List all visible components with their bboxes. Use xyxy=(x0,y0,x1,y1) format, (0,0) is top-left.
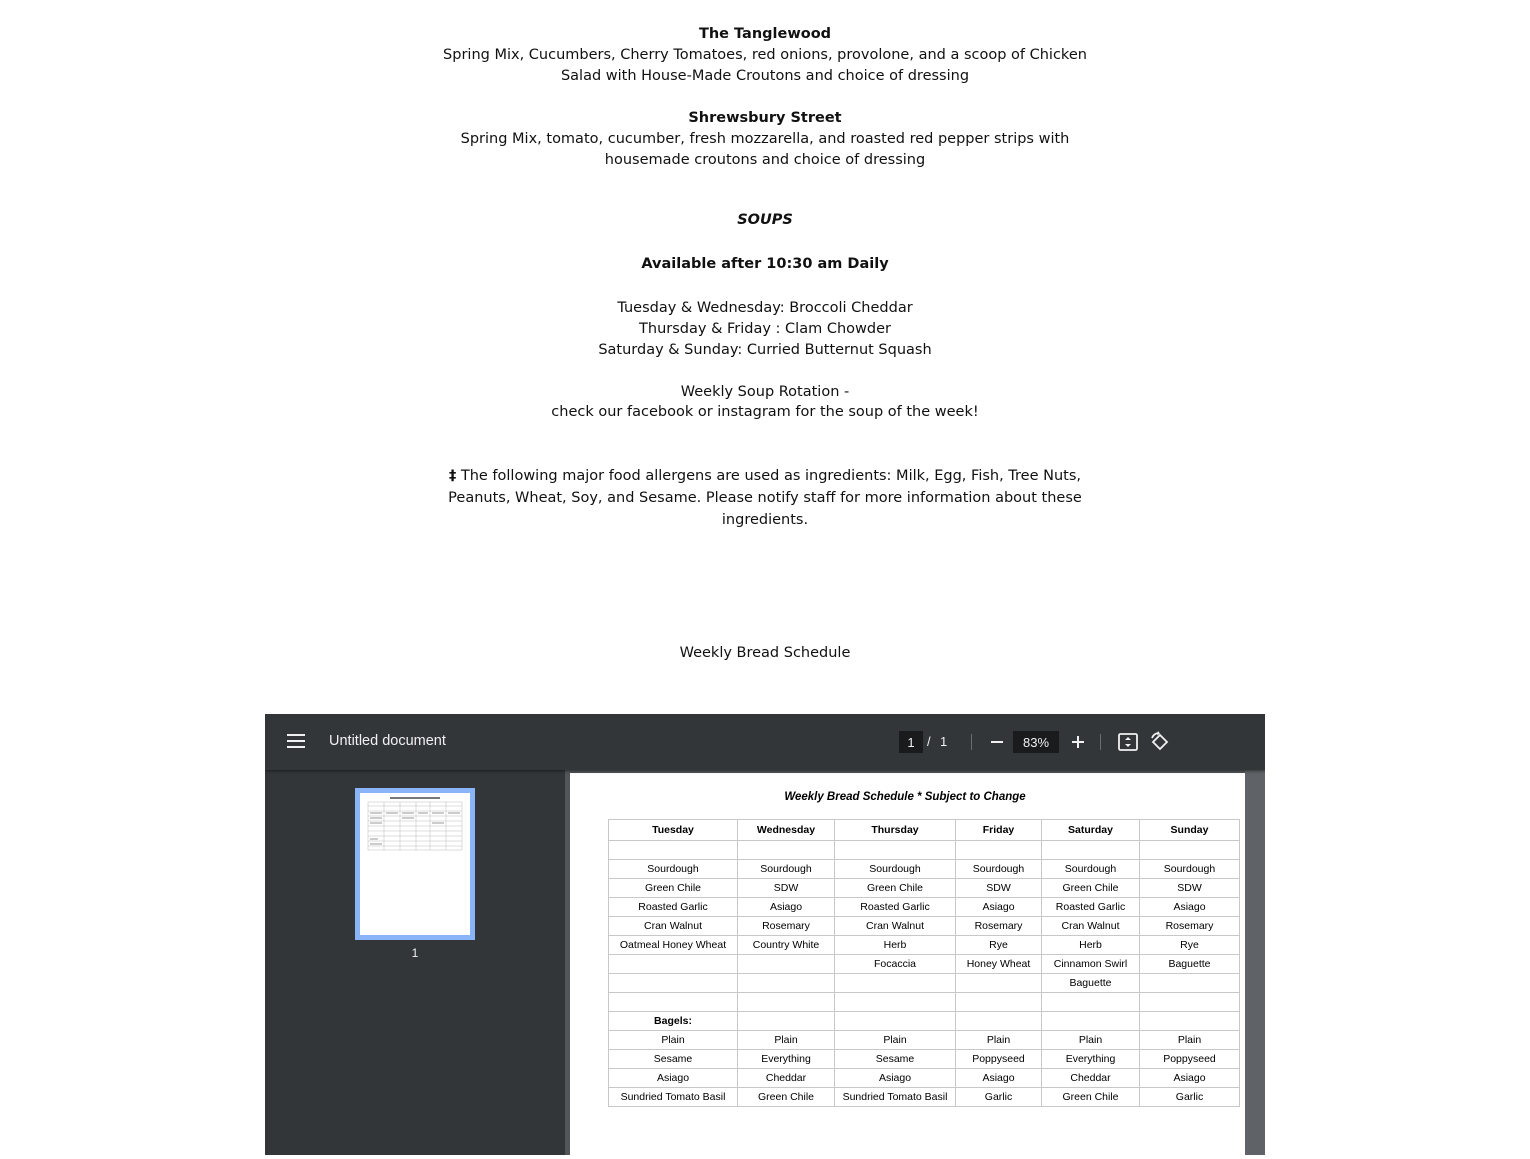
table-cell: Garlic xyxy=(1140,1088,1240,1107)
salad-shrewsbury xyxy=(0,108,1530,171)
item-description: Spring Mix, tomato, cucumber, fresh mozzarella, and roasted red pepper strips with housemade croutons and choice of dressing xyxy=(460,131,1070,168)
table-cell: Cheddar xyxy=(1042,1069,1140,1088)
table-cell: Cran Walnut xyxy=(835,917,956,936)
table-row xyxy=(609,1031,1240,1050)
table-cell xyxy=(956,1012,1042,1031)
thumbnail-page-number: 1 xyxy=(411,946,419,960)
thumbnail-sidebar xyxy=(265,770,565,1155)
table-cell: Asiago xyxy=(609,1069,738,1088)
table-cell xyxy=(609,955,738,974)
table-cell: Baguette xyxy=(1140,955,1240,974)
table-row xyxy=(609,860,1240,879)
thumbnail-preview xyxy=(360,793,470,935)
table-cell: Cran Walnut xyxy=(609,917,738,936)
table-cell xyxy=(738,955,835,974)
table-cell: Everything xyxy=(738,1050,835,1069)
table-cell: Plain xyxy=(1042,1031,1140,1050)
table-cell: Herb xyxy=(1042,936,1140,955)
table-cell: Honey Wheat xyxy=(956,955,1042,974)
table-cell xyxy=(738,993,835,1012)
salad-tanglewood xyxy=(0,24,1530,87)
table-cell: Herb xyxy=(835,936,956,955)
table-cell: Poppyseed xyxy=(956,1050,1042,1069)
table-row xyxy=(609,1012,1240,1031)
table-cell xyxy=(835,1012,956,1031)
table-cell: Rosemary xyxy=(956,917,1042,936)
soups-title: SOUPS xyxy=(737,212,793,228)
table-cell: Everything xyxy=(1042,1050,1140,1069)
table-cell: Sourdough xyxy=(835,860,956,879)
table-cell: Sesame xyxy=(835,1050,956,1069)
table-cell: Green Chile xyxy=(835,879,956,898)
table-cell xyxy=(835,993,956,1012)
table-cell: Asiago xyxy=(956,898,1042,917)
table-cell: Plain xyxy=(835,1031,956,1050)
table-cell: Green Chile xyxy=(609,879,738,898)
table-cell: Green Chile xyxy=(1042,1088,1140,1107)
item-name: The Tanglewood xyxy=(698,26,832,42)
table-cell: Rye xyxy=(1140,936,1240,955)
table-cell: SDW xyxy=(1140,879,1240,898)
zoom-level-input[interactable] xyxy=(1013,731,1059,753)
page-separator: / xyxy=(927,734,931,749)
table-cell: Cheddar xyxy=(738,1069,835,1088)
table-cell xyxy=(956,993,1042,1012)
table-cell xyxy=(738,841,835,860)
item-description: Spring Mix, Cucumbers, Cherry Tomatoes, red onions, provolone, and a scoop of Chicken Salad with House-Made Croutons and choice of dressing xyxy=(443,47,1087,84)
table-cell: Sundried Tomato Basil xyxy=(835,1088,956,1107)
table-cell: Sourdough xyxy=(956,860,1042,879)
table-row xyxy=(609,993,1240,1012)
bread-schedule-heading: Weekly Bread Schedule xyxy=(679,645,851,661)
allergen-notice xyxy=(0,465,1530,531)
item-name: Shrewsbury Street xyxy=(688,110,842,126)
table-cell: Asiago xyxy=(738,898,835,917)
column-header: Tuesday xyxy=(609,820,738,841)
soup-rotation-line: check our facebook or instagram for the soup of the week! xyxy=(551,404,979,420)
document-title: Untitled document xyxy=(329,733,446,749)
table-cell xyxy=(956,841,1042,860)
minus-icon[interactable] xyxy=(985,730,1009,754)
page-number-input[interactable] xyxy=(899,731,923,753)
table-cell xyxy=(1140,1012,1240,1031)
table-cell xyxy=(1140,974,1240,993)
table-cell: Asiago xyxy=(835,1069,956,1088)
column-header: Saturday xyxy=(1042,820,1140,841)
table-cell: Cran Walnut xyxy=(1042,917,1140,936)
table-cell: Sourdough xyxy=(609,860,738,879)
table-cell: SDW xyxy=(738,879,835,898)
soup-schedule-line: Saturday & Sunday: Curried Butternut Squash xyxy=(598,342,932,358)
column-header: Sunday xyxy=(1140,820,1240,841)
rotate-icon[interactable] xyxy=(1149,731,1171,753)
table-row xyxy=(609,1069,1240,1088)
table-cell xyxy=(609,993,738,1012)
table-cell xyxy=(1042,841,1140,860)
table-cell: Roasted Garlic xyxy=(609,898,738,917)
table-cell xyxy=(738,974,835,993)
table-row xyxy=(609,898,1240,917)
hamburger-menu-icon[interactable] xyxy=(287,734,305,750)
pdf-content-area xyxy=(565,770,1265,1155)
table-cell xyxy=(835,974,956,993)
table-row xyxy=(609,917,1240,936)
table-body xyxy=(609,841,1240,1107)
table-cell xyxy=(609,841,738,860)
pdf-viewer xyxy=(265,714,1265,1155)
soups-availability: Available after 10:30 am Daily xyxy=(641,256,889,272)
table-cell xyxy=(1042,993,1140,1012)
table-header-row xyxy=(609,820,1240,841)
table-cell: SDW xyxy=(956,879,1042,898)
table-cell xyxy=(835,841,956,860)
table-cell: Bagels: xyxy=(609,1012,738,1031)
table-cell xyxy=(1140,993,1240,1012)
table-row xyxy=(609,1088,1240,1107)
column-header: Thursday xyxy=(835,820,956,841)
table-cell: Garlic xyxy=(956,1088,1042,1107)
table-cell: Poppyseed xyxy=(1140,1050,1240,1069)
table-cell: Plain xyxy=(956,1031,1042,1050)
table-row xyxy=(609,955,1240,974)
table-cell: Rosemary xyxy=(738,917,835,936)
table-cell: Asiago xyxy=(1140,1069,1240,1088)
soup-schedule-line: Tuesday & Wednesday: Broccoli Cheddar xyxy=(617,300,913,316)
page-total: 1 xyxy=(940,734,948,749)
table-cell xyxy=(1140,841,1240,860)
page-thumbnail[interactable] xyxy=(355,788,475,940)
table-row xyxy=(609,879,1240,898)
plus-icon[interactable] xyxy=(1066,730,1090,754)
fit-to-page-icon[interactable] xyxy=(1117,731,1139,753)
soup-schedule-line: Thursday & Friday : Clam Chowder xyxy=(639,321,891,337)
table-cell: Rosemary xyxy=(1140,917,1240,936)
table-cell: Plain xyxy=(1140,1031,1240,1050)
table-cell: Country White xyxy=(738,936,835,955)
table-cell xyxy=(609,974,738,993)
vertical-scrollbar[interactable] xyxy=(1245,770,1265,1155)
column-header: Friday xyxy=(956,820,1042,841)
table-cell: Sourdough xyxy=(738,860,835,879)
table-cell: Sesame xyxy=(609,1050,738,1069)
toolbar-divider xyxy=(971,734,972,750)
table-cell: Sundried Tomato Basil xyxy=(609,1088,738,1107)
soup-rotation-line: Weekly Soup Rotation - xyxy=(680,384,850,400)
pdf-page xyxy=(570,773,1245,1155)
bread-schedule-table xyxy=(608,819,1240,1107)
pdf-toolbar xyxy=(265,714,1265,770)
thumbnail-table-preview xyxy=(360,793,470,935)
table-cell xyxy=(1042,1012,1140,1031)
toolbar-divider xyxy=(1100,734,1101,750)
table-cell: Roasted Garlic xyxy=(835,898,956,917)
table-cell: Asiago xyxy=(1140,898,1240,917)
table-cell: Plain xyxy=(738,1031,835,1050)
table-cell: Sourdough xyxy=(1042,860,1140,879)
double-dagger-icon: ‡ xyxy=(448,468,457,484)
table-cell: Oatmeal Honey Wheat xyxy=(609,936,738,955)
pdf-document-title: Weekly Bread Schedule * Subject to Change xyxy=(784,791,1026,803)
table-row xyxy=(609,974,1240,993)
table-cell xyxy=(738,1012,835,1031)
table-cell: Sourdough xyxy=(1140,860,1240,879)
table-row xyxy=(609,936,1240,955)
table-cell: Green Chile xyxy=(1042,879,1140,898)
table-row xyxy=(609,1050,1240,1069)
table-cell: Baguette xyxy=(1042,974,1140,993)
table-cell xyxy=(956,974,1042,993)
allergen-text: The following major food allergens are used as ingredients: Milk, Egg, Fish, Tree Nuts, Peanuts, Wheat, Soy, and Sesame. Please notify staff for more information about these ingredients. xyxy=(448,468,1082,528)
table-row xyxy=(609,841,1240,860)
table-cell: Rye xyxy=(956,936,1042,955)
column-header: Wednesday xyxy=(738,820,835,841)
table-cell: Cinnamon Swirl xyxy=(1042,955,1140,974)
table-cell: Plain xyxy=(609,1031,738,1050)
table-cell: Focaccia xyxy=(835,955,956,974)
table-cell: Roasted Garlic xyxy=(1042,898,1140,917)
table-cell: Green Chile xyxy=(738,1088,835,1107)
table-cell: Asiago xyxy=(956,1069,1042,1088)
